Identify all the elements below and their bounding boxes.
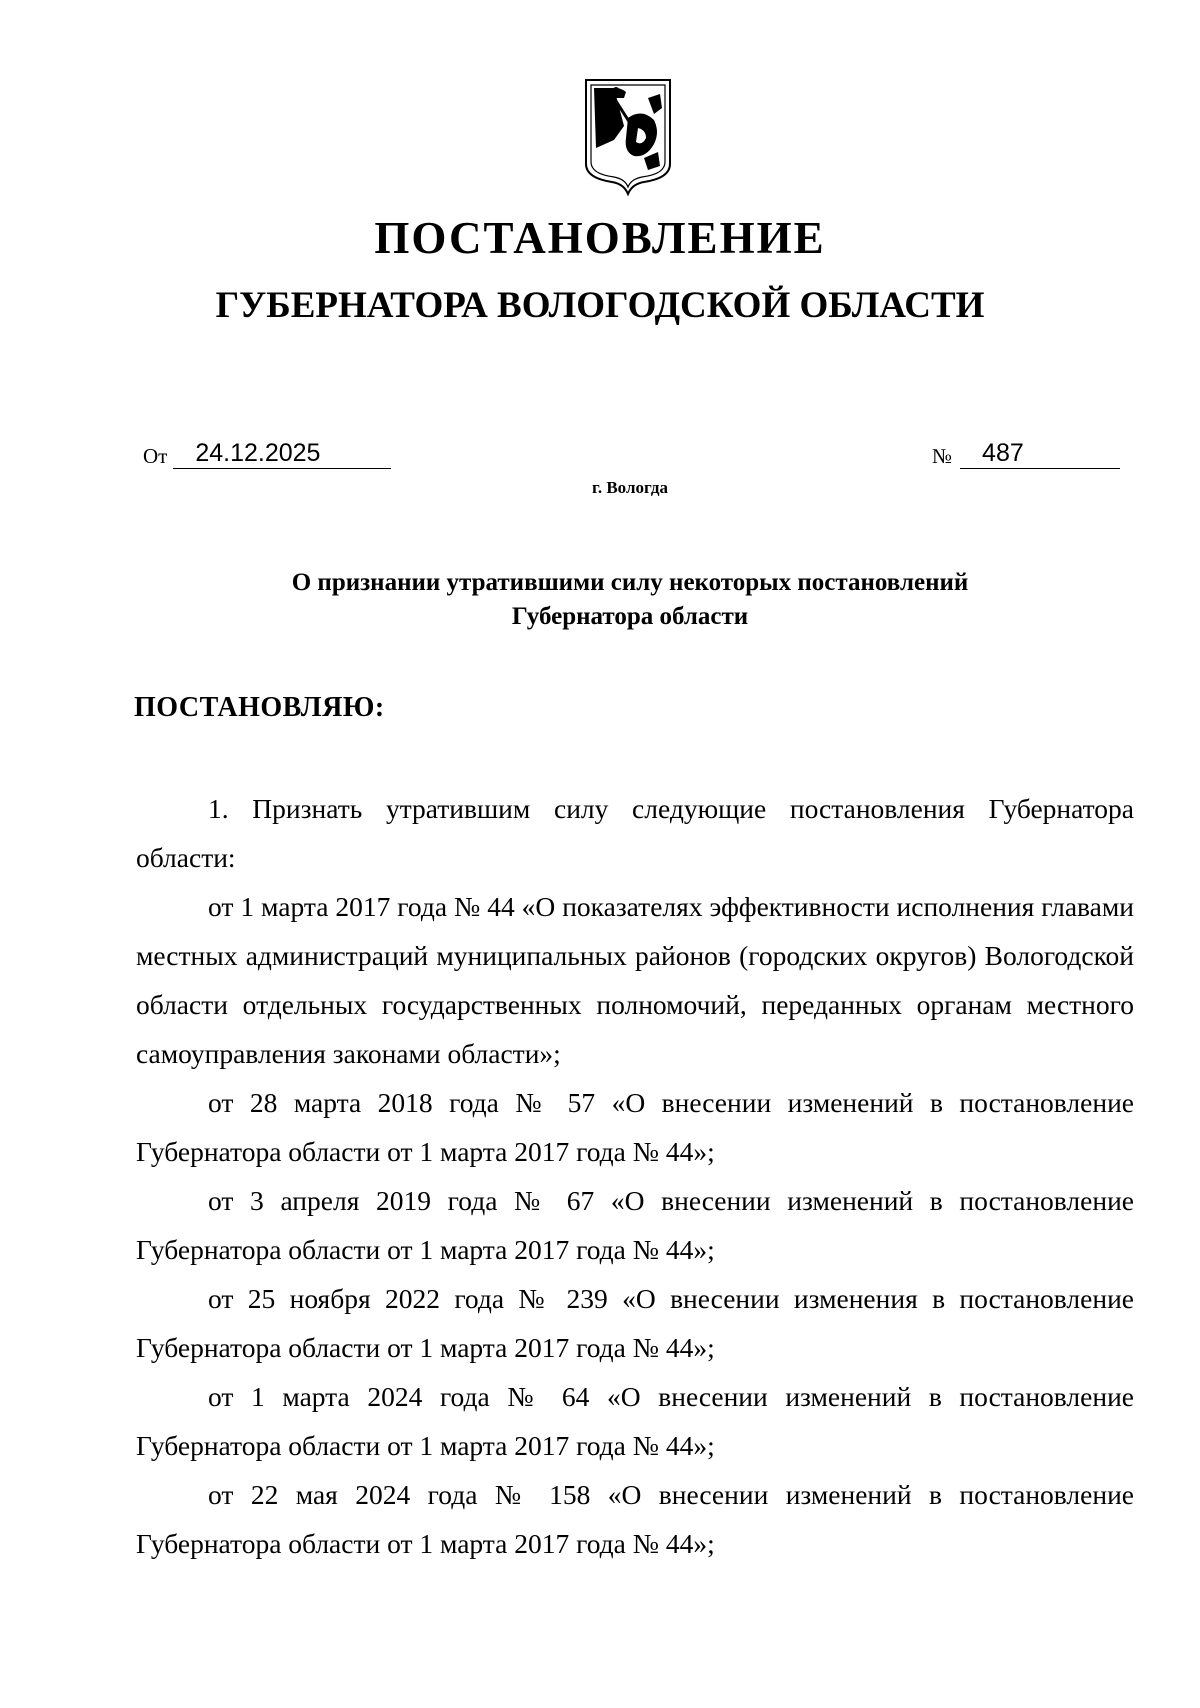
document-city: г. Вологда bbox=[592, 478, 668, 497]
document-date-row bbox=[143, 438, 391, 469]
decree-word: ПОСТАНОВЛЯЮ: bbox=[134, 692, 385, 723]
subject-line-2: Губернатора области bbox=[511, 603, 749, 630]
subject-line-1: О признании утратившими силу некоторых постановлений bbox=[291, 569, 969, 596]
document-number-row bbox=[932, 438, 1120, 469]
paragraph: от 25 ноября 2022 года № 239 «О внесении изменения в постановление Губернатора области от 1 марта 2017 года № 44»; bbox=[136, 1283, 1134, 1363]
document-subtitle: ГУБЕРНАТОРА ВОЛОГОДСКОЙ ОБЛАСТИ bbox=[215, 285, 985, 326]
document-number: 487 bbox=[960, 438, 1120, 469]
paragraph: от 1 марта 2017 года № 44 «О показателях эффективности исполнения главами местных администраций муниципальных районов (городских округов) Вологодской области отдельных государственных полномочий, переданных органам местного самоуправления законами области»; bbox=[136, 891, 1134, 1069]
vologda-coat-of-arms-icon bbox=[584, 78, 672, 196]
paragraph: от 28 марта 2018 года № 57 «О внесении изменений в постановление Губернатора области от 1 марта 2017 года № 44»; bbox=[136, 1087, 1134, 1167]
number-prefix: № bbox=[932, 444, 953, 468]
document-date: 24.12.2025 bbox=[173, 438, 391, 469]
document-title: ПОСТАНОВЛЕНИЕ bbox=[374, 213, 826, 263]
paragraph: от 1 марта 2024 года № 64 «О внесении изменений в постановление Губернатора области от 1 марта 2017 года № 44»; bbox=[136, 1381, 1134, 1461]
paragraph: 1. Признать утратившим силу следующие постановления Губернатора области: bbox=[136, 793, 1134, 873]
document-body bbox=[136, 784, 1134, 1568]
document-subject bbox=[0, 566, 1200, 634]
paragraph: от 3 апреля 2019 года № 67 «О внесении изменений в постановление Губернатора области от 1 марта 2017 года № 44»; bbox=[136, 1185, 1134, 1265]
date-prefix: От bbox=[143, 444, 168, 468]
paragraph: от 22 мая 2024 года № 158 «О внесении изменений в постановление Губернатора области от 1 марта 2017 года № 44»; bbox=[136, 1479, 1134, 1559]
